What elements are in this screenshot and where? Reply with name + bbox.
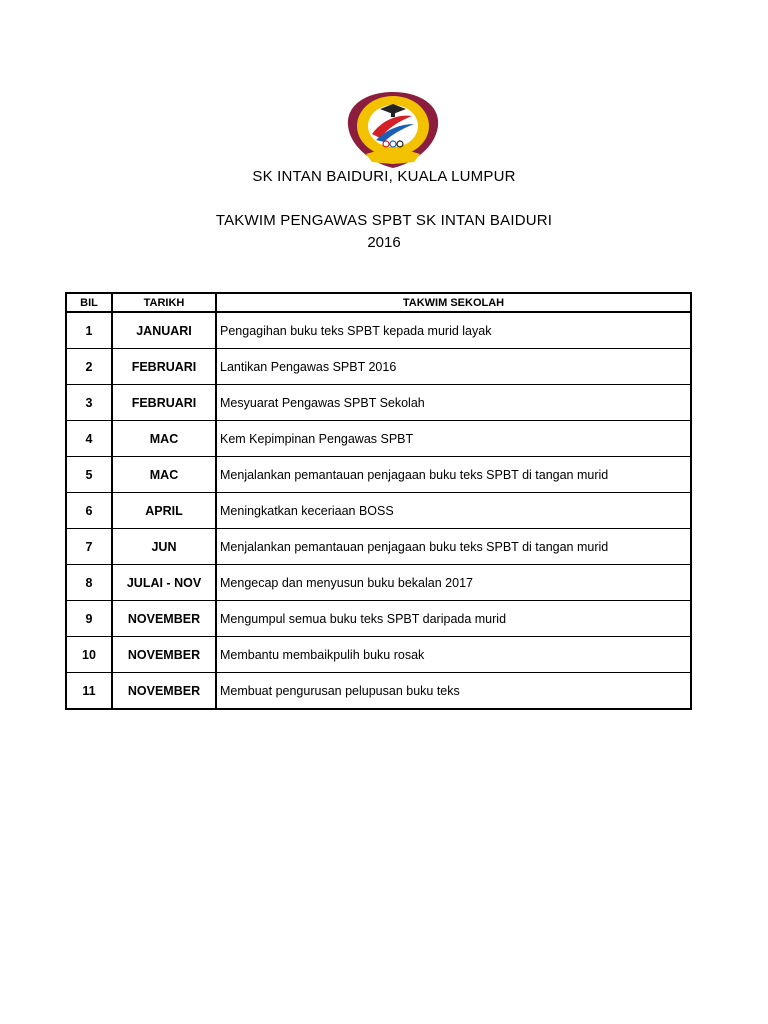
cell-bil: 7: [66, 529, 112, 565]
cell-bil: 6: [66, 493, 112, 529]
cell-tarikh: JANUARI: [112, 312, 216, 349]
cell-tarikh: NOVEMBER: [112, 601, 216, 637]
table-row: [66, 601, 691, 637]
table-header-row: [66, 293, 691, 312]
table-row: [66, 529, 691, 565]
cell-takwim: Mesyuarat Pengawas SPBT Sekolah: [216, 385, 691, 421]
cell-bil: 4: [66, 421, 112, 457]
cell-bil: 1: [66, 312, 112, 349]
table-row: [66, 673, 691, 710]
cell-takwim: Mengecap dan menyusun buku bekalan 2017: [216, 565, 691, 601]
cell-bil: 2: [66, 349, 112, 385]
column-header-bil: BIL: [66, 293, 112, 312]
takwim-table: [65, 292, 692, 710]
cell-bil: 9: [66, 601, 112, 637]
cell-tarikh: APRIL: [112, 493, 216, 529]
cell-tarikh: JULAI - NOV: [112, 565, 216, 601]
school-crest-icon: [346, 90, 440, 170]
cell-tarikh: JUN: [112, 529, 216, 565]
cell-takwim: Menjalankan pemantauan penjagaan buku teks SPBT di tangan murid: [216, 457, 691, 493]
cell-takwim: Kem Kepimpinan Pengawas SPBT: [216, 421, 691, 457]
cell-tarikh: FEBRUARI: [112, 385, 216, 421]
table-row: [66, 312, 691, 349]
cell-takwim: Pengagihan buku teks SPBT kepada murid layak: [216, 312, 691, 349]
cell-takwim: Mengumpul semua buku teks SPBT daripada murid: [216, 601, 691, 637]
cell-bil: 8: [66, 565, 112, 601]
cell-tarikh: FEBRUARI: [112, 349, 216, 385]
document-year: 2016: [367, 234, 401, 251]
column-header-takwim: TAKWIM SEKOLAH: [216, 293, 691, 312]
table-row: [66, 565, 691, 601]
cell-takwim: Membuat pengurusan pelupusan buku teks: [216, 673, 691, 710]
cell-tarikh: NOVEMBER: [112, 673, 216, 710]
cell-tarikh: MAC: [112, 457, 216, 493]
document-title: TAKWIM PENGAWAS SPBT SK INTAN BAIDURI: [215, 212, 553, 229]
cell-bil: 3: [66, 385, 112, 421]
table-row: [66, 457, 691, 493]
cell-bil: 10: [66, 637, 112, 673]
table-row: [66, 493, 691, 529]
cell-takwim: Lantikan Pengawas SPBT 2016: [216, 349, 691, 385]
cell-bil: 5: [66, 457, 112, 493]
cell-takwim: Membantu membaikpulih buku rosak: [216, 637, 691, 673]
cell-tarikh: MAC: [112, 421, 216, 457]
table-row: [66, 349, 691, 385]
cell-takwim: Menjalankan pemantauan penjagaan buku teks SPBT di tangan murid: [216, 529, 691, 565]
table-row: [66, 421, 691, 457]
school-name: SK INTAN BAIDURI, KUALA LUMPUR: [252, 168, 516, 185]
column-header-tarikh: TARIKH: [112, 293, 216, 312]
table-row: [66, 385, 691, 421]
cell-tarikh: NOVEMBER: [112, 637, 216, 673]
table-row: [66, 637, 691, 673]
cell-bil: 11: [66, 673, 112, 710]
cell-takwim: Meningkatkan keceriaan BOSS: [216, 493, 691, 529]
